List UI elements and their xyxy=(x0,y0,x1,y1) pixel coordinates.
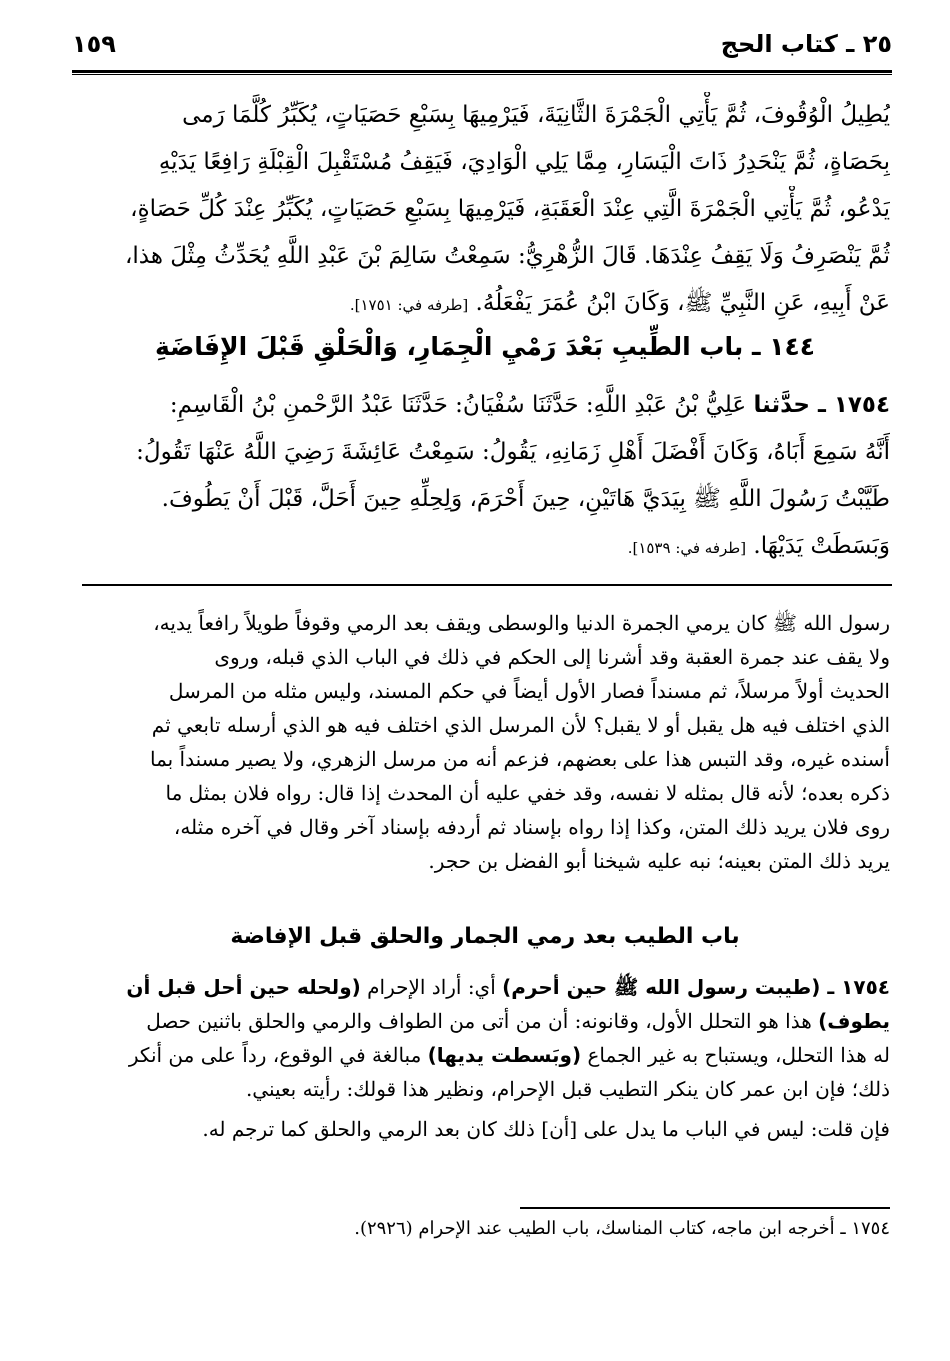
matn-text: عَنْ أَبِيهِ، عَنِ النَّبِيِّ ﷺ، وَكَانَ ابْنُ عُمَرَ يَفْعَلُهُ. xyxy=(475,290,890,316)
cross-reference: [طرفه في: ١٥٣٩]. xyxy=(627,539,747,557)
matn-line: أَنَّهُ سَمِعَ أَبَاهُ، وَكَانَ أَفْضَلَ أَهْلِ زَمَانِهِ، يَقُولُ: سَمِعْتُ عَائِشَةَ رَضِيَ اللَّهُ عَنْهَا تَقُولُ: xyxy=(136,439,890,465)
quoted-phrase: ١٧٥٤ ـ (طيبت رسول الله ﷺ حين أحرم) xyxy=(502,975,890,999)
matn-line xyxy=(80,523,890,570)
header-rule xyxy=(72,70,892,73)
commentary-line: ذكره بعده؛ لأنه قال بمثله لا نفسه، وقد خفي عليه أن المحدث إذا قال: رواه فلان بمثل ما xyxy=(165,781,890,805)
commentary-part-1 xyxy=(80,606,890,878)
commentary-bab-title: باب الطيب بعد رمي الجمار والحلق قبل الإفاضة xyxy=(230,924,740,949)
bab-title: ١٤٤ ـ باب الطِّيبِ بَعْدَ رَمْيِ الْجِمَارِ، وَالْحَلْقِ قَبْلَ الإِفَاضَةِ xyxy=(154,332,816,361)
commentary-text: له هذا التحلل، ويستباح به غير الجماع xyxy=(581,1043,890,1067)
footnote-separator xyxy=(520,1207,890,1209)
commentary-text: مبالغة في الوقوع، رداً على من أنكر xyxy=(128,1043,428,1067)
commentary-line: الذي اختلف فيه هل يقبل أو لا يقبل؟ لأن المرسل الذي اختلف فيه هو الذي أرسله تابعي ثم xyxy=(151,713,890,737)
commentary-line: فإن قلت: ليس في الباب ما يدل على [أن] ذلك كان بعد الرمي والحلق كما ترجم له. xyxy=(202,1117,890,1141)
matn-line: طَيَّبْتُ رَسُولَ اللَّهِ ﷺ بِيَدَيَّ هَاتَيْنِ، حِينَ أَحْرَمَ، وَلِحِلِّهِ حِينَ أَحَلَّ، قَبْلَ أَنْ يَطُوفَ. xyxy=(161,486,890,512)
matn-line: يَدْعُو، ثُمَّ يَأْتِي الْجَمْرَةَ الَّتِي عِنْدَ الْعَقَبَةِ، فَيَرْمِيهَا بِسَبْعِ حَصَيَاتٍ، يُكَبِّرُ عِنْدَ كُلِّ حَصَاةٍ، xyxy=(130,196,890,222)
chapter-title: ٢٥ ـ كتاب الحج xyxy=(720,30,892,58)
commentary-text: هذا هو التحلل الأول، وقانونه: أن من أتى من الطواف والرمي والحلق باثنين حصل xyxy=(146,1009,819,1033)
matn-line xyxy=(80,382,890,429)
commentary-line: ذلك؛ فإن ابن عمر كان ينكر التطيب قبل الإحرام، ونظير هذا قولك: رأيته بعيني. xyxy=(245,1077,890,1101)
matn-line: يُطِيلُ الْوُقُوفَ، ثُمَّ يَأْتِي الْجَمْرَةَ الثَّانِيَةَ، فَيَرْمِيهَا بِسَبْعِ حَصَيَاتٍ، يُكَبِّرُ كُلَّمَا رَمى xyxy=(182,102,890,128)
commentary-line: يريد ذلك المتن بعينه؛ نبه عليه شيخنا أبو الفضل بن حجر. xyxy=(428,849,890,873)
matn-line xyxy=(80,280,890,327)
commentary-part-2 xyxy=(80,970,890,1146)
matn-text: وَبَسَطَتْ يَدَيْهَا. xyxy=(753,533,890,559)
matn-text: عَلِيُّ بْنُ عَبْدِ اللَّهِ: حَدَّثَنَا سُفْيَانُ: حَدَّثَنَا عَبْدُ الرَّحْمنِ بْنُ الْقَاسِمِ: xyxy=(169,392,747,418)
header-rule-thin xyxy=(72,74,892,75)
matn-hadith xyxy=(80,382,890,570)
commentary-separator xyxy=(82,584,892,586)
commentary-line xyxy=(80,1038,890,1072)
commentary-line: رسول الله ﷺ كان يرمي الجمرة الدنيا والوسطى ويقف بعد الرمي وقوفاً طويلاً رافعاً يديه، xyxy=(153,611,890,635)
page-number: ١٥٩ xyxy=(72,30,116,58)
hadith-number: ١٧٥٤ ـ حدَّثنا xyxy=(753,392,890,418)
cross-reference: [طرفه في: ١٧٥١]. xyxy=(349,296,469,314)
commentary-text: أي: أراد الإحرام xyxy=(360,975,503,999)
quoted-phrase: يطوف) xyxy=(818,1009,890,1033)
matn-line: بِحَصَاةٍ، ثُمَّ يَنْحَدِرُ ذَاتَ الْيَسَارِ، مِمَّا يَلِي الْوَادِيَ، فَيَقِفُ مُسْتَقْبِلَ الْقِبْلَةِ رَافِعًا يَدَيْهِ xyxy=(158,149,890,175)
commentary-line xyxy=(80,1004,890,1038)
footnote: ١٧٥٤ ـ أخرجه ابن ماجه، كتاب المناسك، باب الطيب عند الإحرام (٢٩٢٦). xyxy=(354,1218,890,1239)
matn-top xyxy=(80,92,890,327)
commentary-line: الحديث أولاً مرسلاً، ثم مسنداً فصار الأول أيضاً في حكم المسند، وليس مثله من المرسل xyxy=(168,679,890,703)
quoted-phrase: (ولحله حين أحل قبل أن xyxy=(126,975,361,999)
commentary-line xyxy=(80,970,890,1004)
quoted-phrase: (وبَسطت يديها) xyxy=(427,1043,582,1067)
commentary-line: أسنده غيره، وقد التبس هذا على بعضهم، فزعم أنه من مرسل الزهري، ولا يصير مسنداً بما xyxy=(149,747,890,771)
commentary-line: ولا يقف عند جمرة العقبة وقد أشرنا إلى الحكم في ذلك في الباب الذي قبله، وروى xyxy=(214,645,890,669)
running-header xyxy=(72,26,892,66)
matn-line: ثُمَّ يَنْصَرِفُ وَلَا يَقِفُ عِنْدَهَا. قَالَ الزُّهْرِيُّ: سَمِعْتُ سَالِمَ بْنَ عَبْدِ اللَّهِ يُحَدِّثُ مِثْلَ هذا، xyxy=(124,243,890,269)
commentary-line: روى فلان يريد ذلك المتن، وكذا إذا رواه بإسناد ثم أردفه بإسناد آخر وقال في آخره مثله، xyxy=(173,815,890,839)
